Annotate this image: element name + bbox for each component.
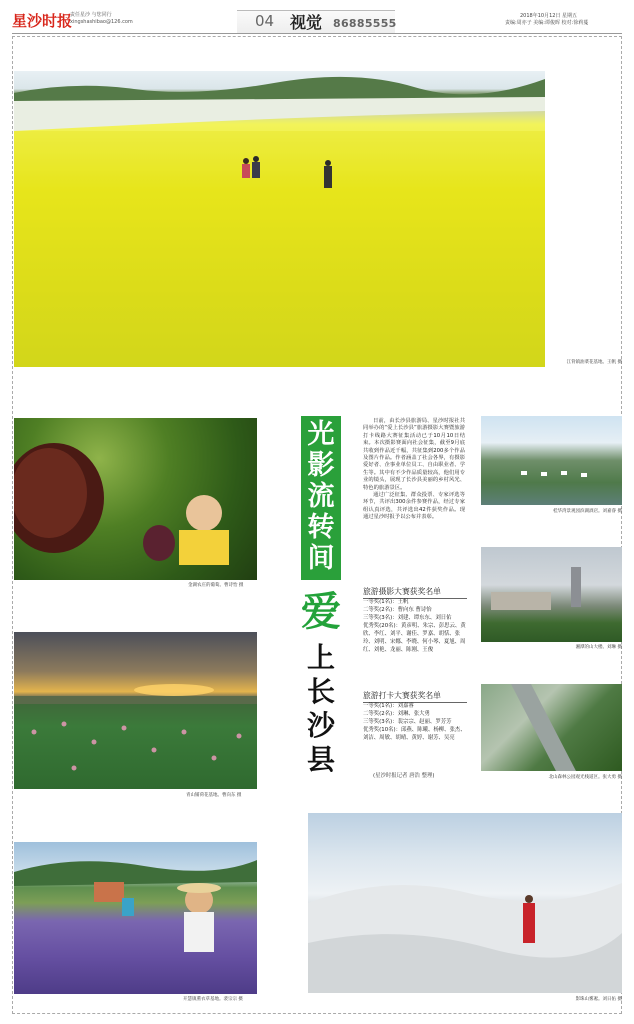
lavender-field-photo [14,842,257,994]
masthead-logo: 星沙时报 [12,12,73,30]
article-credit: (星沙时报记者 唐浩 整理) [373,773,435,779]
frost-photo-caption: 影珠山雾凇。刘日佑 摄 [575,997,622,1002]
grape-photo-caption: 金湖农庄的葡萄。曹诗怡 摄 [188,583,244,588]
title-char: 间 [307,543,335,574]
award-line: 二等奖(2名)：曹向东 曹诗怡 [363,607,432,613]
editor-credits: 责编:周亦子 美编:谭俊晖 校对:徐莉蔓 [505,20,589,26]
title-char: 影 [307,450,335,481]
title-char: 县 [306,743,335,776]
title-char: 流 [307,481,335,512]
title-char: 光 [307,419,335,450]
contact-email: xingshashibao@126.com [70,19,133,25]
page-number: 04 [255,12,275,30]
forest-walkway-photo [481,684,622,771]
route-awards-title: 旅游打卡大赛获奖名单 [363,690,467,703]
award-line: 二等奖(2名)：刘琳、张大勇 [363,711,430,717]
article-paragraph: 日前，由长沙县旅游局、星沙时报社共同举办的“爱上长沙县”旅游摄影大赛暨旅游打卡线路大赛征集活动已于10月10日结束。本次摄影赛面向社会征集，截至9月底共收到作品近千幅，共征集到200多个作品及图片作品。作者涵盖了社会各界，有摄影爱好者、企事业单位员工、自由职业者、学生等。其中有不少作品质量较高，他们用专业的镜头，展现了长沙县美丽的乡村风光、特色的旅游景区。 [363,418,465,491]
header-rule [12,33,622,34]
award-line: 三等奖(3名)：裴宗宗、赵丽、罗芳芳 [363,719,452,725]
award-line: 一等奖(1名)：王帆 [363,599,409,605]
dam-photo-caption: 桂华湾景观园滨湖酒店。刘嘉睿 摄 [553,509,622,514]
title-char: 长 [306,675,335,708]
article-body [363,418,465,522]
lakeside-hotel-photo [481,416,622,505]
route-awards-list [363,702,467,742]
title-char: 转 [307,512,335,543]
award-line: 优秀奖(20名)：黄彦明、朱宗、彭思云、黄欣、李红、刘平、谢佳、罗嘉、胡恬、张玲、刘明、宋娜、李晓、何小琴、夏旭、周红、刘艳、龙丽、陈刚、王俊 [363,623,466,653]
bridge-photo-caption: 北山森林公园观光栈道区。张大勇 摄 [548,775,622,780]
award-line: 优秀奖(10名)：邱燕、陈曦、杨柳、张杰、刘洁、周敏、胡晴、黄婷、谢芳、吴亮 [363,727,466,741]
photo-awards-title: 旅游摄影大赛获奖名单 [363,586,467,599]
photo-awards-list [363,598,467,654]
grape-child-photo [14,418,257,580]
award-line: 一等奖(1名)：刘嘉睿 [363,703,414,709]
title-green-box [301,416,341,580]
hotline-number: 86885555 [333,17,397,30]
building-photo-caption: 湘潭的山大楼。刘琳 摄 [575,645,622,650]
tagline: 责任星沙 与您同行 [70,12,112,18]
award-line: 三等奖(3名)：刘建、谭东东、刘日佑 [363,615,452,621]
issue-date: 2018年10月12日 星期五 [520,13,578,19]
lotus-field-photo [14,632,257,789]
rime-frost-photo [308,813,622,993]
article-paragraph: 通过广泛征集、群众投票、专家评选等环节，共评出300余件参赛作品，经过专家组认真评选，共评选出42件获奖作品。现通过星沙时报予以公布并表彰。 [363,492,465,521]
rapeseed-field-photo [14,71,545,367]
title-char: 沙 [306,709,335,742]
lavender-photo-caption: 开慧镇熏衣草基地。裴宗宗 摄 [183,997,243,1002]
main-photo-caption: 江背镇油菜花基地。王帆 摄 [566,360,622,365]
lotus-photo-caption: 青山铺荷花基地。曹向东 摄 [186,793,242,798]
building-photo [481,547,622,642]
title-accent-char: 爱 [301,589,341,635]
section-title: 视觉 [290,13,323,32]
title-char: 上 [306,641,335,674]
